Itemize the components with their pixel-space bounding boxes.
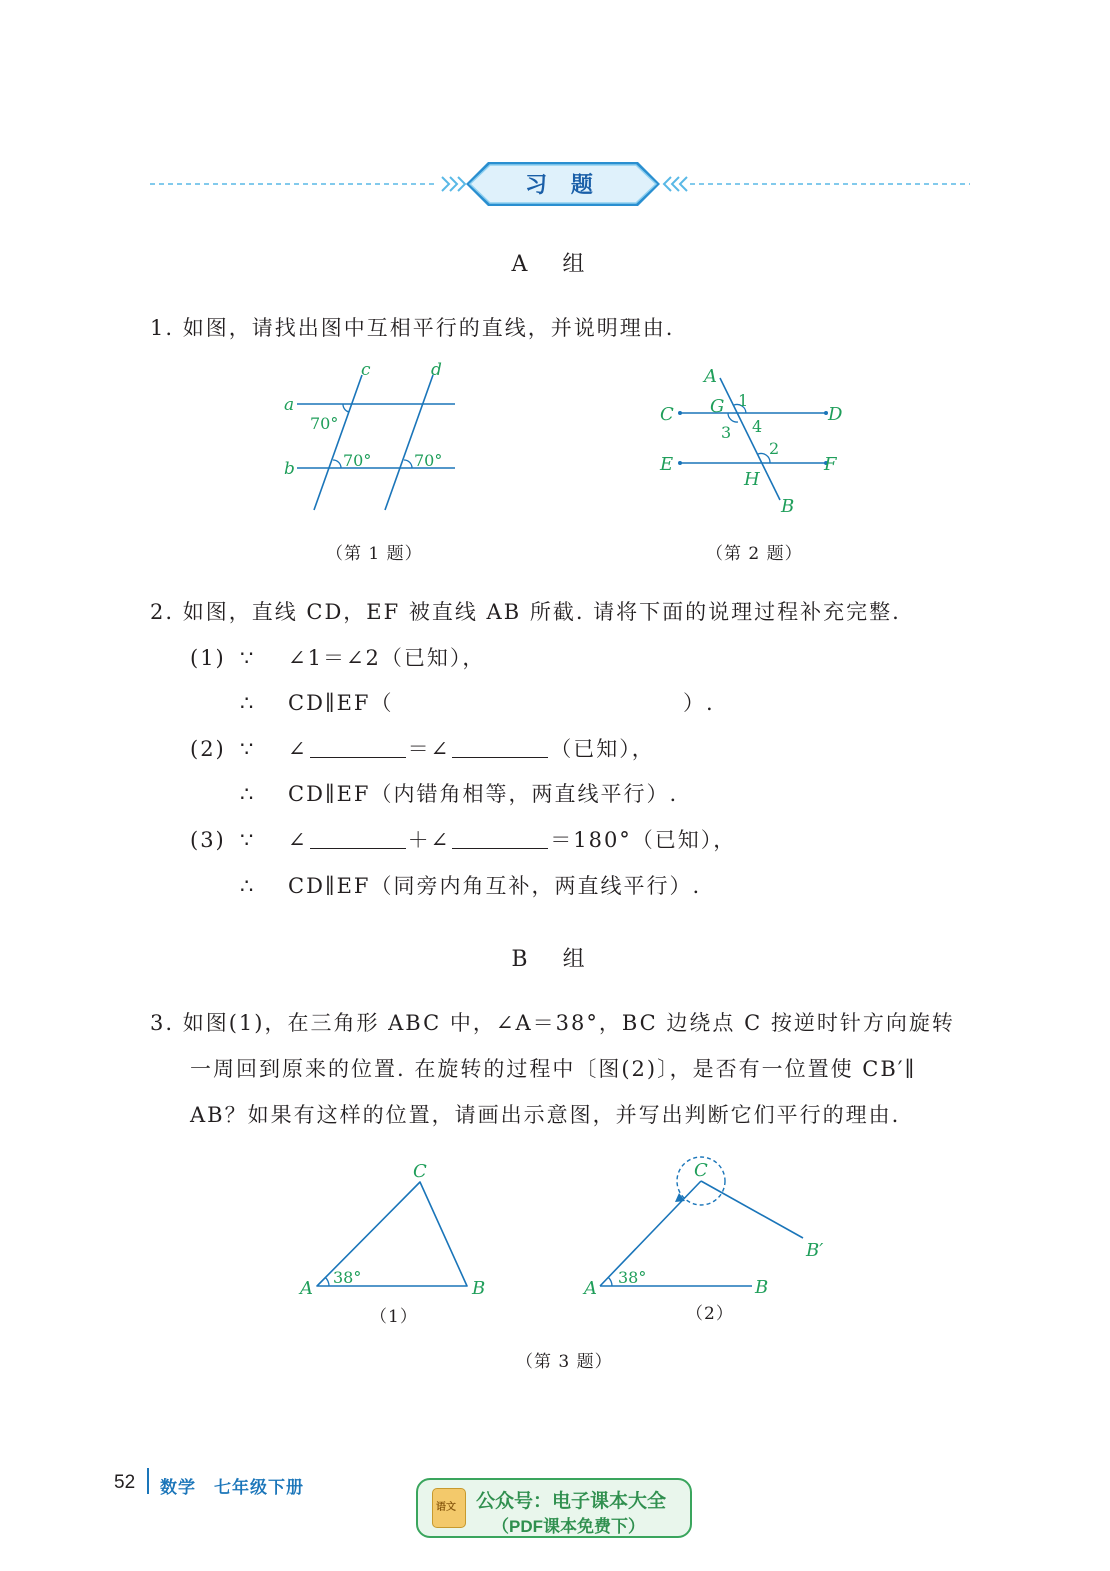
figure-3-1-label: （1） [370,1307,418,1327]
label-b: b [284,459,295,479]
q2-part1-conclusion-tail: ）. [683,691,715,715]
equals-angle: ＝∠ [407,737,451,761]
angle-symbol: ∠ [288,828,308,852]
angle-arc-a [325,1278,329,1287]
label-B: B [472,1278,486,1299]
group-b-title: B 组 [511,947,599,972]
angle-label-38: 38° [333,1268,362,1287]
angle-arc-a [608,1277,612,1286]
figure-2 [650,362,850,522]
q2-part3-conclusion: CD∥EF（同旁内角互补，两直线平行）. [288,874,702,898]
angle-arc-3 [404,460,412,468]
question-3-line-1: 3. 如图(1)，在三角形 ABC 中，∠A＝38°，BC 边绕点 C 按逆时针方向旋转 [150,1011,955,1035]
page-number: 52 [114,1472,136,1493]
book-icon-text: 语文 [436,1502,456,1513]
label-D: D [828,404,843,425]
segment-cb-prime [701,1181,803,1238]
label-3: 3 [721,423,732,442]
question-1-text: 1. 如图，请找出图中互相平行的直线，并说明理由. [150,316,675,340]
therefore-symbol: ∴ [240,691,256,715]
angle-label-3: 70° [414,451,443,470]
label-1: 1 [738,391,749,410]
angle-label-2: 70° [343,451,372,470]
footer-divider [147,1468,149,1494]
label-B: B [781,496,795,517]
because-symbol: ∵ [240,828,256,852]
watermark-stamp [416,1478,692,1538]
label-B: B [755,1277,769,1298]
figure-3-caption: （第 3 题） [516,1352,613,1372]
label-c: c [361,360,371,380]
figure-1 [270,355,470,520]
q2-part1-label: (1) [190,646,226,670]
label-A: A [704,366,717,387]
label-A: A [300,1278,313,1299]
label-d: d [431,360,442,380]
label-A: A [584,1278,597,1299]
label-G: G [710,396,725,417]
figure-3-2 [575,1150,845,1300]
line-d [385,375,433,510]
book-icon [432,1488,466,1528]
figure-3-2-label: （2） [686,1304,734,1324]
banner-chevrons-right [664,177,687,191]
label-F: F [824,454,837,475]
label-H: H [744,469,760,490]
q2-part3-line [288,830,736,851]
answer-blank[interactable] [310,739,406,758]
angle-arc-2 [333,460,341,468]
q2-part3-label: (3) [190,828,226,852]
group-a-title: A 组 [511,252,599,277]
q2-part1-premise: ∠1＝∠2（已知）， [288,646,486,670]
banner-chevrons-left [442,177,465,191]
q2-part2-conclusion: CD∥EF（内错角相等，两直线平行）. [288,782,679,806]
q2-part2-line [288,739,655,760]
watermark-line-1: 公众号：电子课本大全 [476,1491,667,1512]
angle-symbol: ∠ [288,737,308,761]
label-4: 4 [752,417,763,436]
section-banner [148,160,972,210]
answer-blank[interactable] [452,830,548,849]
point-c [678,411,682,415]
segment-ac [600,1181,701,1286]
figure-3-1 [290,1155,500,1305]
therefore-symbol: ∴ [240,874,256,898]
watermark-line-2: （PDF课本免费下） [492,1517,645,1536]
q2-part3-tail: ＝180°（已知）， [550,828,737,852]
label-2: 2 [769,439,780,458]
label-C: C [413,1161,427,1182]
because-symbol: ∵ [240,737,256,761]
angle-arc-1 [343,404,349,412]
figure-1-caption: （第 1 题） [326,544,423,564]
q2-part2-tail: （已知）， [550,737,655,761]
angle-label-1: 70° [310,414,339,433]
label-B-prime: B′ [806,1240,824,1261]
figure-2-caption: （第 2 题） [706,544,803,564]
line-c [314,375,362,510]
answer-blank[interactable] [452,739,548,758]
question-3-line-3: AB？如果有这样的位置，请画出示意图，并写出判断它们平行的理由. [190,1103,901,1127]
book-title: 数学 七年级下册 [160,1478,304,1497]
therefore-symbol: ∴ [240,782,256,806]
plus-angle: ＋∠ [407,828,451,852]
angle-label-38: 38° [618,1268,647,1287]
label-C: C [660,404,674,425]
because-symbol: ∵ [240,646,256,670]
section-title: 习 题 [525,173,601,198]
point-e [678,461,682,465]
label-a: a [284,395,295,415]
angle-arc-fig2-3 [728,413,738,422]
question-3-line-2: 一周回到原来的位置. 在旋转的过程中〔图(2)〕，是否有一位置使 CB′∥ [190,1057,917,1081]
q2-part1-conclusion-lead: CD∥EF（ [288,691,394,715]
question-2-stem: 2. 如图，直线 CD，EF 被直线 AB 所截. 请将下面的说理过程补充完整. [150,600,901,624]
q2-part2-label: (2) [190,737,226,761]
label-E: E [660,454,674,475]
answer-blank[interactable] [310,830,406,849]
label-C: C [694,1160,708,1181]
